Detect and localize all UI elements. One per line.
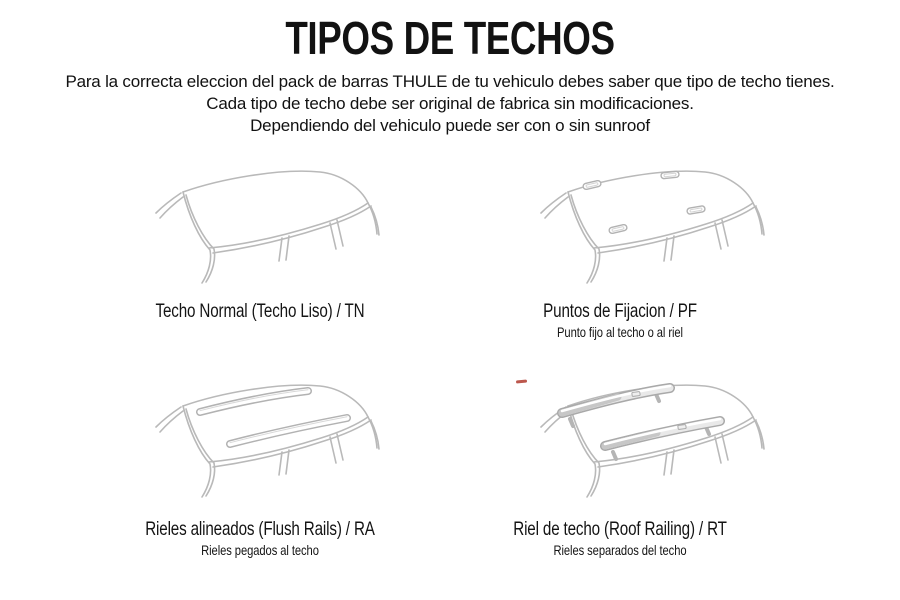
roof-type-sublabel-ra: Rieles pegados al techo xyxy=(201,542,319,558)
fixation-pads xyxy=(583,171,706,234)
roof-type-cell-ra xyxy=(60,372,460,559)
intro-line-2: Cada tipo de techo debe ser original de fabrica sin modificaciones. xyxy=(206,94,694,113)
roof-type-label-pf: Puntos de Fijacion / PF xyxy=(543,300,697,322)
roof-type-label-rt: Riel de techo (Roof Railing) / RT xyxy=(513,518,727,540)
roof-type-cell-tn xyxy=(60,158,460,324)
roof-type-sublabel-pf: Punto fijo al techo o al riel xyxy=(557,324,683,340)
fixation-points-roof-illustration xyxy=(510,158,780,298)
normal-roof-illustration xyxy=(125,158,395,298)
intro-line-1: Para la correcta eleccion del pack de barras THULE de tu vehiculo debes saber que tipo de techo tienes. xyxy=(65,72,835,91)
roof-type-label-tn: Techo Normal (Techo Liso) / TN xyxy=(155,300,365,322)
roof-railing-illustration xyxy=(510,372,780,512)
flush-rails-roof-illustration xyxy=(125,372,395,512)
roof-type-label-ra: Rieles alineados (Flush Rails) / RA xyxy=(145,518,375,540)
flush-rails xyxy=(200,390,347,444)
roof-type-cell-pf xyxy=(420,158,820,341)
page-title: TIPOS DE TECHOS xyxy=(285,12,615,64)
raised-roof-rails xyxy=(562,386,720,459)
intro-text xyxy=(0,71,900,137)
roof-type-sublabel-rt: Rieles separados del techo xyxy=(553,542,687,558)
intro-line-3: Dependiendo del vehiculo puede ser con o sin sunroof xyxy=(250,116,650,135)
roof-type-cell-rt xyxy=(420,372,820,559)
